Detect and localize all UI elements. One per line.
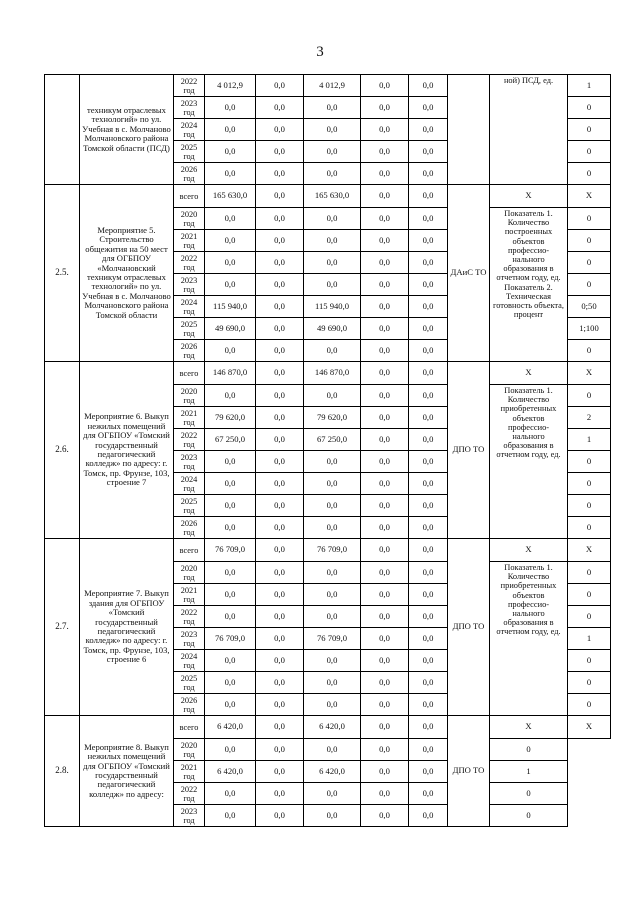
federal-amount: 0,0 bbox=[256, 473, 304, 495]
indicator-value: 0 bbox=[568, 208, 611, 230]
indicator-value: 0 bbox=[568, 672, 611, 694]
regional-amount: 0,0 bbox=[304, 163, 361, 185]
federal-amount: 0,0 bbox=[256, 230, 304, 252]
federal-amount: 0,0 bbox=[256, 539, 304, 562]
federal-amount: 0,0 bbox=[256, 517, 304, 539]
regional-amount: 0,0 bbox=[304, 451, 361, 473]
indicator-value: 0 bbox=[568, 694, 611, 716]
other-amount: 0,0 bbox=[409, 296, 448, 318]
other-amount: 0,0 bbox=[409, 407, 448, 429]
responsible-executor: ДПО ТО bbox=[448, 539, 490, 716]
year-cell: 2024 год bbox=[174, 296, 205, 318]
federal-amount: 0,0 bbox=[256, 340, 304, 362]
local-amount: 0,0 bbox=[361, 141, 409, 163]
other-amount: 0,0 bbox=[409, 252, 448, 274]
other-amount: 0,0 bbox=[409, 805, 448, 827]
regional-amount: 79 620,0 bbox=[304, 407, 361, 429]
local-amount: 0,0 bbox=[361, 716, 409, 739]
other-amount: 0,0 bbox=[409, 163, 448, 185]
item-number: 2.5. bbox=[45, 185, 80, 362]
indicator-value: Х bbox=[568, 716, 611, 739]
indicator-x: Х bbox=[490, 716, 568, 739]
indicator-value: 0 bbox=[568, 606, 611, 628]
local-amount: 0,0 bbox=[361, 208, 409, 230]
total-amount: 67 250,0 bbox=[205, 429, 256, 451]
local-amount: 0,0 bbox=[361, 650, 409, 672]
year-cell: 2022 год bbox=[174, 606, 205, 628]
indicator-value: 1 bbox=[568, 429, 611, 451]
local-amount: 0,0 bbox=[361, 119, 409, 141]
total-amount: 146 870,0 bbox=[205, 362, 256, 385]
local-amount: 0,0 bbox=[361, 318, 409, 340]
federal-amount: 0,0 bbox=[256, 716, 304, 739]
regional-amount: 76 709,0 bbox=[304, 539, 361, 562]
regional-amount: 0,0 bbox=[304, 252, 361, 274]
total-amount: 0,0 bbox=[205, 783, 256, 805]
other-amount: 0,0 bbox=[409, 495, 448, 517]
federal-amount: 0,0 bbox=[256, 97, 304, 119]
federal-amount: 0,0 bbox=[256, 672, 304, 694]
federal-amount: 0,0 bbox=[256, 318, 304, 340]
local-amount: 0,0 bbox=[361, 672, 409, 694]
total-amount: 165 630,0 bbox=[205, 185, 256, 208]
item-number: 2.6. bbox=[45, 362, 80, 539]
year-cell: 2025 год bbox=[174, 495, 205, 517]
local-amount: 0,0 bbox=[361, 539, 409, 562]
total-amount: 6 420,0 bbox=[205, 761, 256, 783]
federal-amount: 0,0 bbox=[256, 407, 304, 429]
total-amount: 0,0 bbox=[205, 141, 256, 163]
responsible-executor bbox=[448, 75, 490, 185]
federal-amount: 0,0 bbox=[256, 628, 304, 650]
year-cell: 2026 год bbox=[174, 163, 205, 185]
total-amount: 0,0 bbox=[205, 340, 256, 362]
total-amount: 0,0 bbox=[205, 451, 256, 473]
indicator-name: Показатель 1. Количество приобретенных объектов профессио-нального образования в отчетном году, ед. bbox=[490, 385, 568, 539]
other-amount: 0,0 bbox=[409, 628, 448, 650]
item-label: Мероприятие 6. Выкуп нежилых помещений для ОГБПОУ «Томский государственный педагогический колледж» по адресу: г. Томск, пр. Фрунзе, 103, строение 7 bbox=[80, 362, 174, 539]
federal-amount: 0,0 bbox=[256, 75, 304, 97]
year-cell: 2020 год bbox=[174, 385, 205, 407]
responsible-executor: ДПО ТО bbox=[448, 716, 490, 827]
other-amount: 0,0 bbox=[409, 230, 448, 252]
item-number: 2.8. bbox=[45, 716, 80, 827]
year-cell: 2021 год bbox=[174, 407, 205, 429]
indicator-value: 0 bbox=[568, 495, 611, 517]
other-amount: 0,0 bbox=[409, 274, 448, 296]
total-amount: 79 620,0 bbox=[205, 407, 256, 429]
item-label: Мероприятие 7. Выкуп здания для ОГБПОУ «Томский государственный педагогический колледж» по адресу: г. Томск, пр. Фрунзе, 103, строение 6 bbox=[80, 539, 174, 716]
other-amount: 0,0 bbox=[409, 362, 448, 385]
other-amount: 0,0 bbox=[409, 318, 448, 340]
other-amount: 0,0 bbox=[409, 385, 448, 407]
year-cell: 2023 год bbox=[174, 97, 205, 119]
indicator-value: 0 bbox=[490, 783, 568, 805]
indicator-name: ной) ПСД, ед. bbox=[490, 75, 568, 185]
regional-amount: 146 870,0 bbox=[304, 362, 361, 385]
other-amount: 0,0 bbox=[409, 517, 448, 539]
year-cell: 2025 год bbox=[174, 318, 205, 340]
other-amount: 0,0 bbox=[409, 783, 448, 805]
indicator-name: Показатель 1. Количество построенных объектов профессио-нального образования в отчетном году, ед. Показатель 2. Техническая готовность объекта, процент bbox=[490, 208, 568, 362]
regional-amount: 0,0 bbox=[304, 230, 361, 252]
indicator-x: Х bbox=[490, 362, 568, 385]
other-amount: 0,0 bbox=[409, 185, 448, 208]
total-amount: 76 709,0 bbox=[205, 628, 256, 650]
total-amount: 0,0 bbox=[205, 739, 256, 761]
regional-amount: 115 940,0 bbox=[304, 296, 361, 318]
other-amount: 0,0 bbox=[409, 429, 448, 451]
year-cell: 2022 год bbox=[174, 252, 205, 274]
regional-amount: 49 690,0 bbox=[304, 318, 361, 340]
indicator-value: 0 bbox=[568, 252, 611, 274]
regional-amount: 0,0 bbox=[304, 650, 361, 672]
federal-amount: 0,0 bbox=[256, 783, 304, 805]
year-cell: всего bbox=[174, 362, 205, 385]
item-label: Мероприятие 5. Строительство общежития на 50 мест для ОГБПОУ «Молчановский техникум отраслевых технологий» по ул. Учебная в с. Молчаново Молчановского района Томской области bbox=[80, 185, 174, 362]
indicator-value: 0 bbox=[568, 562, 611, 584]
regional-amount: 0,0 bbox=[304, 584, 361, 606]
indicator-value: 1 bbox=[568, 75, 611, 97]
federal-amount: 0,0 bbox=[256, 208, 304, 230]
total-amount: 0,0 bbox=[205, 672, 256, 694]
federal-amount: 0,0 bbox=[256, 451, 304, 473]
total-amount: 6 420,0 bbox=[205, 716, 256, 739]
total-amount: 0,0 bbox=[205, 230, 256, 252]
federal-amount: 0,0 bbox=[256, 274, 304, 296]
indicator-value: 0 bbox=[568, 385, 611, 407]
indicator-value: 0 bbox=[490, 805, 568, 827]
item-label: Мероприятие 8. Выкуп нежилых помещений для ОГБПОУ «Томский государственный педагогический колледж» по адресу: bbox=[80, 716, 174, 827]
local-amount: 0,0 bbox=[361, 473, 409, 495]
federal-amount: 0,0 bbox=[256, 163, 304, 185]
local-amount: 0,0 bbox=[361, 274, 409, 296]
regional-amount: 0,0 bbox=[304, 495, 361, 517]
total-amount: 0,0 bbox=[205, 385, 256, 407]
page-number: 3 bbox=[316, 44, 324, 60]
item-number: 2.7. bbox=[45, 539, 80, 716]
local-amount: 0,0 bbox=[361, 451, 409, 473]
regional-amount: 0,0 bbox=[304, 97, 361, 119]
local-amount: 0,0 bbox=[361, 584, 409, 606]
indicator-value: 0 bbox=[568, 451, 611, 473]
total-amount: 0,0 bbox=[205, 473, 256, 495]
responsible-executor: ДАиС ТО bbox=[448, 185, 490, 362]
regional-amount: 4 012,9 bbox=[304, 75, 361, 97]
table-row bbox=[45, 75, 611, 97]
regional-amount: 0,0 bbox=[304, 119, 361, 141]
regional-amount: 0,0 bbox=[304, 739, 361, 761]
responsible-executor: ДПО ТО bbox=[448, 362, 490, 539]
regional-amount: 0,0 bbox=[304, 208, 361, 230]
regional-amount: 0,0 bbox=[304, 517, 361, 539]
federal-amount: 0,0 bbox=[256, 252, 304, 274]
other-amount: 0,0 bbox=[409, 672, 448, 694]
item-number bbox=[45, 75, 80, 185]
federal-amount: 0,0 bbox=[256, 562, 304, 584]
year-cell: 2026 год bbox=[174, 517, 205, 539]
indicator-value: 0 bbox=[568, 163, 611, 185]
indicator-value: 0 bbox=[568, 584, 611, 606]
year-cell: 2025 год bbox=[174, 672, 205, 694]
other-amount: 0,0 bbox=[409, 694, 448, 716]
regional-amount: 67 250,0 bbox=[304, 429, 361, 451]
year-cell: всего bbox=[174, 716, 205, 739]
indicator-x: Х bbox=[490, 185, 568, 208]
federal-amount: 0,0 bbox=[256, 385, 304, 407]
federal-amount: 0,0 bbox=[256, 606, 304, 628]
total-amount: 115 940,0 bbox=[205, 296, 256, 318]
indicator-value: 0 bbox=[568, 141, 611, 163]
regional-amount: 0,0 bbox=[304, 473, 361, 495]
year-cell: всего bbox=[174, 185, 205, 208]
federal-amount: 0,0 bbox=[256, 584, 304, 606]
other-amount: 0,0 bbox=[409, 97, 448, 119]
year-cell: 2026 год bbox=[174, 340, 205, 362]
total-amount: 0,0 bbox=[205, 274, 256, 296]
indicator-value: Х bbox=[568, 185, 611, 208]
total-amount: 0,0 bbox=[205, 163, 256, 185]
other-amount: 0,0 bbox=[409, 451, 448, 473]
year-cell: 2023 год bbox=[174, 628, 205, 650]
indicator-value: Х bbox=[568, 539, 611, 562]
local-amount: 0,0 bbox=[361, 429, 409, 451]
table-body bbox=[45, 75, 611, 827]
table-row bbox=[45, 539, 611, 562]
total-amount: 0,0 bbox=[205, 119, 256, 141]
indicator-value: 0 bbox=[568, 473, 611, 495]
table-row bbox=[45, 185, 611, 208]
item-label: техникум отраслевых технологий» по ул. Учебная в с. Молчаново Молчановского района Томской области (ПСД) bbox=[80, 75, 174, 185]
local-amount: 0,0 bbox=[361, 362, 409, 385]
year-cell: 2024 год bbox=[174, 119, 205, 141]
other-amount: 0,0 bbox=[409, 539, 448, 562]
federal-amount: 0,0 bbox=[256, 761, 304, 783]
indicator-value: 2 bbox=[568, 407, 611, 429]
total-amount: 0,0 bbox=[205, 517, 256, 539]
other-amount: 0,0 bbox=[409, 75, 448, 97]
regional-amount: 0,0 bbox=[304, 274, 361, 296]
local-amount: 0,0 bbox=[361, 495, 409, 517]
local-amount: 0,0 bbox=[361, 407, 409, 429]
total-amount: 0,0 bbox=[205, 562, 256, 584]
local-amount: 0,0 bbox=[361, 185, 409, 208]
total-amount: 0,0 bbox=[205, 606, 256, 628]
program-table bbox=[44, 74, 611, 827]
local-amount: 0,0 bbox=[361, 385, 409, 407]
total-amount: 0,0 bbox=[205, 584, 256, 606]
local-amount: 0,0 bbox=[361, 606, 409, 628]
local-amount: 0,0 bbox=[361, 97, 409, 119]
total-amount: 0,0 bbox=[205, 208, 256, 230]
year-cell: 2024 год bbox=[174, 650, 205, 672]
regional-amount: 76 709,0 bbox=[304, 628, 361, 650]
total-amount: 0,0 bbox=[205, 97, 256, 119]
year-cell: 2021 год bbox=[174, 230, 205, 252]
other-amount: 0,0 bbox=[409, 141, 448, 163]
federal-amount: 0,0 bbox=[256, 141, 304, 163]
indicator-name: Показатель 1. Количество приобретенных объектов профессио-нального образования в отчетном году, ед. bbox=[490, 562, 568, 716]
indicator-value: 0 bbox=[568, 97, 611, 119]
federal-amount: 0,0 bbox=[256, 805, 304, 827]
year-cell: 2021 год bbox=[174, 584, 205, 606]
regional-amount: 165 630,0 bbox=[304, 185, 361, 208]
table-row bbox=[45, 362, 611, 385]
indicator-value: 1 bbox=[568, 628, 611, 650]
other-amount: 0,0 bbox=[409, 716, 448, 739]
other-amount: 0,0 bbox=[409, 208, 448, 230]
federal-amount: 0,0 bbox=[256, 119, 304, 141]
indicator-x: Х bbox=[490, 539, 568, 562]
indicator-value: 0 bbox=[568, 340, 611, 362]
other-amount: 0,0 bbox=[409, 473, 448, 495]
year-cell: 2023 год bbox=[174, 274, 205, 296]
local-amount: 0,0 bbox=[361, 562, 409, 584]
year-cell: 2023 год bbox=[174, 805, 205, 827]
federal-amount: 0,0 bbox=[256, 362, 304, 385]
indicator-value: 1;100 bbox=[568, 318, 611, 340]
local-amount: 0,0 bbox=[361, 163, 409, 185]
regional-amount: 0,0 bbox=[304, 606, 361, 628]
local-amount: 0,0 bbox=[361, 252, 409, 274]
regional-amount: 0,0 bbox=[304, 385, 361, 407]
federal-amount: 0,0 bbox=[256, 296, 304, 318]
year-cell: всего bbox=[174, 539, 205, 562]
total-amount: 0,0 bbox=[205, 805, 256, 827]
local-amount: 0,0 bbox=[361, 628, 409, 650]
federal-amount: 0,0 bbox=[256, 185, 304, 208]
indicator-value: 0 bbox=[568, 274, 611, 296]
year-cell: 2020 год bbox=[174, 208, 205, 230]
year-cell: 2022 год bbox=[174, 429, 205, 451]
year-cell: 2023 год bbox=[174, 451, 205, 473]
regional-amount: 0,0 bbox=[304, 340, 361, 362]
local-amount: 0,0 bbox=[361, 694, 409, 716]
regional-amount: 0,0 bbox=[304, 562, 361, 584]
other-amount: 0,0 bbox=[409, 606, 448, 628]
regional-amount: 0,0 bbox=[304, 783, 361, 805]
regional-amount: 6 420,0 bbox=[304, 716, 361, 739]
year-cell: 2024 год bbox=[174, 473, 205, 495]
year-cell: 2020 год bbox=[174, 562, 205, 584]
local-amount: 0,0 bbox=[361, 517, 409, 539]
year-cell: 2025 год bbox=[174, 141, 205, 163]
federal-amount: 0,0 bbox=[256, 495, 304, 517]
year-cell: 2021 год bbox=[174, 761, 205, 783]
local-amount: 0,0 bbox=[361, 783, 409, 805]
year-cell: 2020 год bbox=[174, 739, 205, 761]
total-amount: 4 012,9 bbox=[205, 75, 256, 97]
year-cell: 2026 год bbox=[174, 694, 205, 716]
local-amount: 0,0 bbox=[361, 805, 409, 827]
indicator-value: 0 bbox=[568, 119, 611, 141]
local-amount: 0,0 bbox=[361, 75, 409, 97]
total-amount: 0,0 bbox=[205, 252, 256, 274]
other-amount: 0,0 bbox=[409, 340, 448, 362]
indicator-value: 0 bbox=[568, 650, 611, 672]
indicator-value: 1 bbox=[490, 761, 568, 783]
total-amount: 49 690,0 bbox=[205, 318, 256, 340]
local-amount: 0,0 bbox=[361, 296, 409, 318]
other-amount: 0,0 bbox=[409, 739, 448, 761]
total-amount: 76 709,0 bbox=[205, 539, 256, 562]
table-row bbox=[45, 716, 611, 739]
local-amount: 0,0 bbox=[361, 230, 409, 252]
federal-amount: 0,0 bbox=[256, 429, 304, 451]
federal-amount: 0,0 bbox=[256, 650, 304, 672]
indicator-value: 0 bbox=[490, 739, 568, 761]
other-amount: 0,0 bbox=[409, 119, 448, 141]
year-cell: 2022 год bbox=[174, 783, 205, 805]
regional-amount: 0,0 bbox=[304, 805, 361, 827]
local-amount: 0,0 bbox=[361, 340, 409, 362]
indicator-value: Х bbox=[568, 362, 611, 385]
other-amount: 0,0 bbox=[409, 761, 448, 783]
regional-amount: 0,0 bbox=[304, 694, 361, 716]
total-amount: 0,0 bbox=[205, 495, 256, 517]
regional-amount: 0,0 bbox=[304, 672, 361, 694]
indicator-value: 0;50 bbox=[568, 296, 611, 318]
total-amount: 0,0 bbox=[205, 694, 256, 716]
total-amount: 0,0 bbox=[205, 650, 256, 672]
local-amount: 0,0 bbox=[361, 739, 409, 761]
indicator-value: 0 bbox=[568, 230, 611, 252]
federal-amount: 0,0 bbox=[256, 694, 304, 716]
indicator-value: 0 bbox=[568, 517, 611, 539]
local-amount: 0,0 bbox=[361, 761, 409, 783]
other-amount: 0,0 bbox=[409, 584, 448, 606]
other-amount: 0,0 bbox=[409, 650, 448, 672]
federal-amount: 0,0 bbox=[256, 739, 304, 761]
regional-amount: 0,0 bbox=[304, 141, 361, 163]
regional-amount: 6 420,0 bbox=[304, 761, 361, 783]
year-cell: 2022 год bbox=[174, 75, 205, 97]
other-amount: 0,0 bbox=[409, 562, 448, 584]
